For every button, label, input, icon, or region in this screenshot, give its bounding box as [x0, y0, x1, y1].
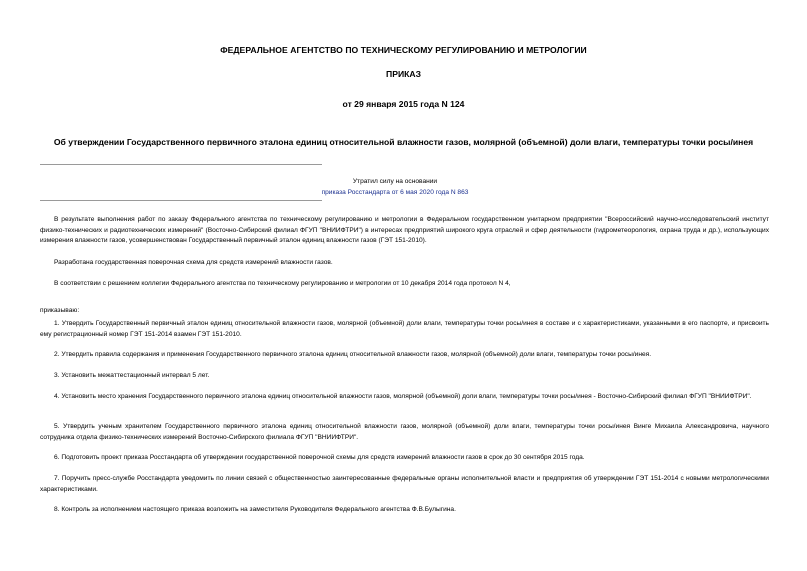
order-item-7: 7. Поручить пресс-службе Росстандарта уведомить по линии связей с общественностью заинтересованные федеральные органы исполнительной власти и предприятия об утверждении ГЭТ 151-2014 с новыми метрологическими характеристиками. [40, 475, 769, 493]
status-note-text: Утратил силу на основании [352, 178, 438, 185]
order-item-5: 5. Утвердить ученым хранителем Государственного первичного эталона единиц относительной влажности газов, молярной (объемной) доли влаги, температуры точки росы/инея Винге Михаила Александровича, научного сотрудника отдела физико-технических измерений Восточно-Сибирского филиала ФГУП "ВНИИФТРИ". [40, 423, 769, 441]
document-subject: Об утверждении Государственного первичного эталона единиц относительной влажности газов, молярной (объемной) доли влаги, температуры точки росы/инея [53, 137, 754, 147]
order-item-3: 3. Установить межаттестационный интервал 5 лет. [54, 372, 210, 379]
order-item-6: 6. Подготовить проект приказа Росстандарта об утверждении государственной поверочной схемы для средств измерений влажности газов в срок до 30 сентября 2015 года. [54, 454, 585, 461]
order-item-1: 1. Утвердить Государственный первичный эталон единиц относительной влажности газов, молярной (объемной) доли влаги, температуры точки росы/инея в составе и с характеристиками, указанными в его паспорте, и присвоить ему регистрационный номер ГЭТ 151-2014 взамен ГЭТ 151-2010. [40, 320, 769, 338]
order-word: приказываю: [40, 307, 80, 314]
order-item-4: 4. Установить место хранения Государственного первичного эталона единиц относительной влажности газов, молярной (объемной) доли влаги, температуры точки росы/инея - Восточно-Сибирский филиал ФГУП "ВНИИФТРИ". [54, 393, 752, 400]
document-type-heading: ПРИКАЗ [386, 69, 421, 79]
intro-paragraph: В результате выполнения работ по заказу Федерального агентства по техническому регулированию и метрологии в Федеральном государственном унитарном предприятии "Всероссийский научно-исследовательский институт физико-технических и радиотехнических измерений" (Восточно-Сибирский филиал ФГУП "ВНИИФТРИ") в интересах предприятий широкого круга отраслей и сфер деятельности (гидрометеорология, охрана труда и др.), использующих измерения влажности газов, усовершенствован Государственный первичный эталон единиц влажности газов (ГЭТ 151-2010). [40, 216, 769, 245]
order-item-2: 2. Утвердить правила содержания и применения Государственного первичного эталона единиц относительной влажности газов, молярной (объемной) доли влаги, температуры точки росы/инея. [54, 351, 652, 358]
order-item-8: 8. Контроль за исполнением настоящего приказа возложить на заместителя Руководителя Федерального агентства Ф.В.Булыгина. [54, 506, 456, 513]
agency-heading: ФЕДЕРАЛЬНОЕ АГЕНТСТВО ПО ТЕХНИЧЕСКОМУ РЕГУЛИРОВАНИЮ И МЕТРОЛОГИИ [220, 45, 587, 55]
status-note [300, 177, 490, 198]
separator-bottom [40, 200, 322, 201]
decision-paragraph: В соответствии с решением коллегии Федерального агентства по техническому регулированию и метрологии от 10 декабря 2014 года протокол N 4, [54, 280, 511, 287]
separator-top [40, 164, 322, 165]
scheme-paragraph: Разработана государственная поверочная схема для средств измерений влажности газов. [54, 259, 333, 266]
date-number-heading: от 29 января 2015 года N 124 [342, 99, 465, 109]
repeal-order-link[interactable]: приказа Росстандарта от 6 мая 2020 года N 863 [321, 188, 469, 196]
